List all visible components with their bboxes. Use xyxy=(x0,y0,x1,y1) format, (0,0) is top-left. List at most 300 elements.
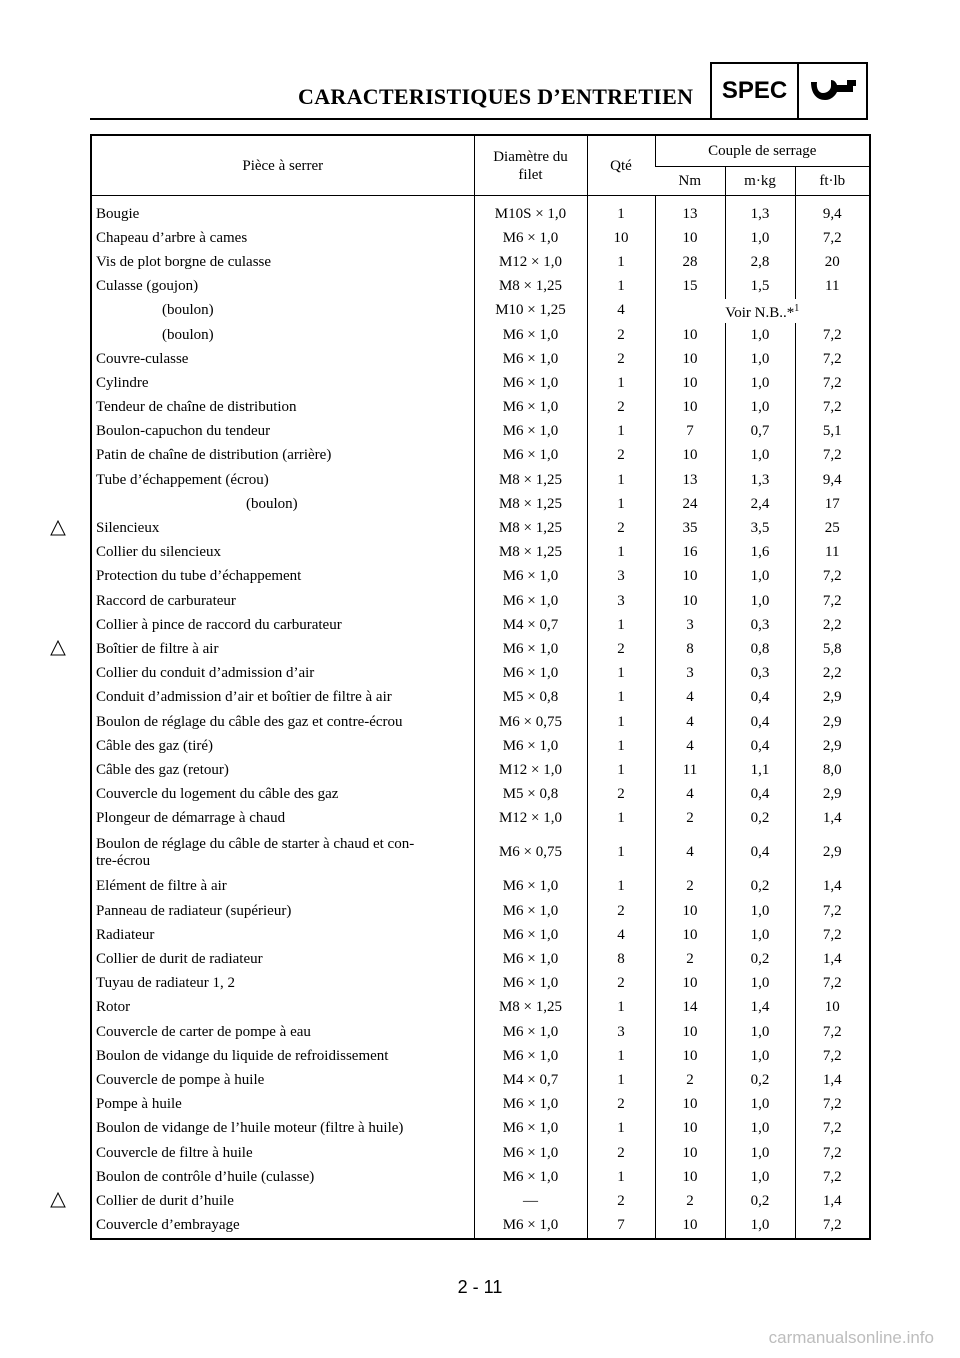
piece-name: Rotor xyxy=(96,999,131,1016)
table-row xyxy=(91,1093,870,1117)
cell-nm: 10 xyxy=(655,1044,725,1068)
cell-diametre: M10S × 1,0 xyxy=(474,196,587,227)
piece-name: Protection du tube d’échappement xyxy=(96,568,302,585)
cell-nm: 4 xyxy=(655,686,725,710)
cell-diametre: M4 × 0,7 xyxy=(474,1068,587,1092)
cell-piece xyxy=(91,637,474,661)
cell-ftlb: 11 xyxy=(795,275,870,299)
cell-qte: 2 xyxy=(587,783,655,807)
piece-name: Tuyau de radiateur 1, 2 xyxy=(96,975,235,992)
cell-ftlb: 11 xyxy=(795,541,870,565)
cell-ftlb: 7,2 xyxy=(795,396,870,420)
table-row xyxy=(91,637,870,661)
table-row xyxy=(91,996,870,1020)
cell-qte: 1 xyxy=(587,734,655,758)
cell-ftlb: 10 xyxy=(795,996,870,1020)
cell-mkg: 1,0 xyxy=(725,923,795,947)
table-row xyxy=(91,831,870,875)
cell-nm: 10 xyxy=(655,1117,725,1141)
cell-piece xyxy=(91,734,474,758)
cell-diametre: M6 × 1,0 xyxy=(474,1093,587,1117)
cell-nm: 2 xyxy=(655,875,725,899)
piece-name: Elément de filtre à air xyxy=(96,878,227,895)
piece-name: Culasse (goujon) xyxy=(96,278,199,295)
piece-name: Collier à pince de raccord du carburateur xyxy=(96,616,342,633)
table-row xyxy=(91,1117,870,1141)
cell-mkg: 1,0 xyxy=(725,899,795,923)
cell-piece xyxy=(91,275,474,299)
piece-name: (boulon) xyxy=(246,495,298,512)
cell-piece xyxy=(91,226,474,250)
cell-mkg: 1,0 xyxy=(725,1117,795,1141)
cell-ftlb: 7,2 xyxy=(795,1141,870,1165)
cell-ftlb: 20 xyxy=(795,250,870,274)
cell-ftlb: 1,4 xyxy=(795,875,870,899)
cell-ftlb: 7,2 xyxy=(795,1093,870,1117)
cell-mkg: 0,2 xyxy=(725,875,795,899)
table-row xyxy=(91,1189,870,1213)
cell-mkg: 0,2 xyxy=(725,807,795,831)
cell-mkg: 1,0 xyxy=(725,226,795,250)
table-row xyxy=(91,875,870,899)
cell-piece xyxy=(91,783,474,807)
cell-ftlb: 7,2 xyxy=(795,444,870,468)
cell-nm: 4 xyxy=(655,710,725,734)
cell-ftlb: 7,2 xyxy=(795,347,870,371)
cell-mkg: 0,4 xyxy=(725,734,795,758)
cell-qte: 1 xyxy=(587,492,655,516)
cell-mkg: 1,0 xyxy=(725,323,795,347)
cell-qte: 1 xyxy=(587,686,655,710)
table-row xyxy=(91,758,870,782)
cell-diametre: M8 × 1,25 xyxy=(474,996,587,1020)
table-row xyxy=(91,662,870,686)
cell-nm: 13 xyxy=(655,468,725,492)
table-row xyxy=(91,686,870,710)
cell-ftlb: 8,0 xyxy=(795,758,870,782)
cell-piece xyxy=(91,396,474,420)
cell-diametre: M6 × 1,0 xyxy=(474,347,587,371)
cell-ftlb: 2,2 xyxy=(795,613,870,637)
cell-mkg: 1,0 xyxy=(725,1141,795,1165)
cell-piece xyxy=(91,758,474,782)
col-header-ftlb: ft·lb xyxy=(795,167,870,196)
cell-qte: 2 xyxy=(587,899,655,923)
table-row xyxy=(91,1020,870,1044)
cell-mkg: 1,0 xyxy=(725,371,795,395)
table-row xyxy=(91,323,870,347)
cell-qte: 2 xyxy=(587,637,655,661)
cell-ftlb: 9,4 xyxy=(795,468,870,492)
table-row xyxy=(91,226,870,250)
piece-name: Patin de chaîne de distribution (arrière) xyxy=(96,447,332,464)
cell-diametre: M6 × 1,0 xyxy=(474,565,587,589)
cell-piece xyxy=(91,1165,474,1189)
cell-ftlb: 5,1 xyxy=(795,420,870,444)
cell-mkg: 0,3 xyxy=(725,662,795,686)
cell-nm: 10 xyxy=(655,226,725,250)
cell-ftlb: 7,2 xyxy=(795,899,870,923)
cell-ftlb: 7,2 xyxy=(795,226,870,250)
cell-qte: 1 xyxy=(587,1117,655,1141)
cell-qte: 1 xyxy=(587,1044,655,1068)
piece-name: Tendeur de chaîne de distribution xyxy=(96,399,297,416)
cell-piece xyxy=(91,1020,474,1044)
cell-diametre: M6 × 1,0 xyxy=(474,923,587,947)
piece-name: (boulon) xyxy=(162,302,214,319)
cell-ftlb: 25 xyxy=(795,516,870,540)
cell-nm: 2 xyxy=(655,947,725,971)
cell-ftlb: 7,2 xyxy=(795,371,870,395)
piece-name: Couvre-culasse xyxy=(96,350,189,367)
cell-piece xyxy=(91,468,474,492)
table-row xyxy=(91,516,870,540)
table-row xyxy=(91,1068,870,1092)
table-row xyxy=(91,347,870,371)
cell-piece xyxy=(91,492,474,516)
cell-ftlb: 2,9 xyxy=(795,710,870,734)
cell-diametre: M6 × 1,0 xyxy=(474,420,587,444)
cell-piece xyxy=(91,250,474,274)
cell-ftlb: 7,2 xyxy=(795,1214,870,1239)
spec-badge xyxy=(710,62,868,120)
cell-ftlb: 2,9 xyxy=(795,783,870,807)
cell-piece xyxy=(91,831,474,875)
cell-qte: 3 xyxy=(587,589,655,613)
cell-qte: 2 xyxy=(587,323,655,347)
table-row xyxy=(91,565,870,589)
cell-qte: 1 xyxy=(587,196,655,227)
cell-nm: 8 xyxy=(655,637,725,661)
cell-diametre: M6 × 1,0 xyxy=(474,972,587,996)
cell-qte: 1 xyxy=(587,662,655,686)
cell-diametre: M6 × 1,0 xyxy=(474,1214,587,1239)
cell-mkg: 0,4 xyxy=(725,783,795,807)
cell-ftlb: 1,4 xyxy=(795,1068,870,1092)
cell-nm: 4 xyxy=(655,734,725,758)
cell-piece xyxy=(91,299,474,323)
cell-mkg: 0,7 xyxy=(725,420,795,444)
torque-spec-table xyxy=(90,134,871,1240)
table-row xyxy=(91,899,870,923)
cell-piece xyxy=(91,589,474,613)
revision-triangle-icon xyxy=(50,1192,66,1208)
cell-piece xyxy=(91,323,474,347)
cell-piece xyxy=(91,565,474,589)
table-row xyxy=(91,371,870,395)
table-row xyxy=(91,589,870,613)
cell-diametre: M6 × 1,0 xyxy=(474,589,587,613)
cell-mkg: 0,8 xyxy=(725,637,795,661)
cell-nm: 10 xyxy=(655,972,725,996)
piece-name: Boîtier de filtre à air xyxy=(96,640,219,657)
cell-ftlb: 7,2 xyxy=(795,1165,870,1189)
cell-piece xyxy=(91,347,474,371)
cell-qte: 4 xyxy=(587,299,655,323)
cell-qte: 2 xyxy=(587,1141,655,1165)
cell-diametre: M6 × 1,0 xyxy=(474,734,587,758)
piece-name: Collier du silencieux xyxy=(96,544,221,561)
cell-ftlb: 2,2 xyxy=(795,662,870,686)
page-title: CARACTERISTIQUES D’ENTRETIEN xyxy=(298,84,694,109)
cell-diametre: M5 × 0,8 xyxy=(474,783,587,807)
cell-mkg: 1,6 xyxy=(725,541,795,565)
cell-ftlb: 7,2 xyxy=(795,565,870,589)
cell-mkg: 1,0 xyxy=(725,1093,795,1117)
table-row xyxy=(91,807,870,831)
cell-qte: 1 xyxy=(587,468,655,492)
watermark: carmanualsonline.info xyxy=(768,1328,934,1347)
piece-name: Radiateur xyxy=(96,926,155,943)
cell-piece xyxy=(91,1044,474,1068)
revision-triangle-icon xyxy=(50,640,66,656)
piece-name: Panneau de radiateur (supérieur) xyxy=(96,902,292,919)
cell-nm: 10 xyxy=(655,347,725,371)
table-row xyxy=(91,299,870,323)
cell-nm: 3 xyxy=(655,613,725,637)
piece-name: Couvercle de carter de pompe à eau xyxy=(96,1023,311,1040)
table-row xyxy=(91,541,870,565)
table-row xyxy=(91,947,870,971)
cell-piece xyxy=(91,899,474,923)
cell-mkg: 0,4 xyxy=(725,686,795,710)
cell-nm: 35 xyxy=(655,516,725,540)
table-row xyxy=(91,972,870,996)
cell-qte: 1 xyxy=(587,371,655,395)
cell-qte: 1 xyxy=(587,613,655,637)
piece-name: Couvercle d’embrayage xyxy=(96,1217,240,1234)
cell-diametre: M6 × 1,0 xyxy=(474,1117,587,1141)
cell-piece xyxy=(91,686,474,710)
table-row xyxy=(91,923,870,947)
piece-name: Raccord de carburateur xyxy=(96,592,236,609)
cell-qte: 1 xyxy=(587,996,655,1020)
piece-name: Câble des gaz (retour) xyxy=(96,761,229,778)
table-row xyxy=(91,492,870,516)
col-header-mkg: m·kg xyxy=(725,167,795,196)
piece-name: Boulon de réglage du câble des gaz et contre-écrou xyxy=(96,713,403,730)
cell-mkg: 0,4 xyxy=(725,831,795,875)
cell-diametre: M6 × 1,0 xyxy=(474,396,587,420)
cell-diametre: M6 × 1,0 xyxy=(474,875,587,899)
cell-diametre: M12 × 1,0 xyxy=(474,807,587,831)
cell-mkg: 1,0 xyxy=(725,589,795,613)
table-row xyxy=(91,710,870,734)
cell-piece xyxy=(91,1117,474,1141)
cell-mkg: 0,2 xyxy=(725,947,795,971)
wrench-icon xyxy=(799,64,866,118)
cell-qte: 1 xyxy=(587,250,655,274)
col-header-nm: Nm xyxy=(655,167,725,196)
cell-ftlb: 1,4 xyxy=(795,1189,870,1213)
cell-piece xyxy=(91,196,474,227)
cell-mkg: 1,0 xyxy=(725,1020,795,1044)
cell-qte: 1 xyxy=(587,275,655,299)
piece-name: Silencieux xyxy=(96,520,160,537)
cell-piece xyxy=(91,444,474,468)
cell-mkg: 2,4 xyxy=(725,492,795,516)
cell-qte: 2 xyxy=(587,347,655,371)
cell-piece xyxy=(91,923,474,947)
cell-nm: 10 xyxy=(655,444,725,468)
cell-diametre: — xyxy=(474,1189,587,1213)
cell-mkg: 0,3 xyxy=(725,613,795,637)
cell-piece xyxy=(91,972,474,996)
cell-nm: 11 xyxy=(655,758,725,782)
piece-name: Boulon de contrôle d’huile (culasse) xyxy=(96,1168,315,1185)
cell-diametre: M8 × 1,25 xyxy=(474,492,587,516)
cell-ftlb: 7,2 xyxy=(795,1117,870,1141)
cell-ftlb: 7,2 xyxy=(795,1020,870,1044)
cell-ftlb: 7,2 xyxy=(795,589,870,613)
cell-diametre: M8 × 1,25 xyxy=(474,516,587,540)
cell-qte: 1 xyxy=(587,1165,655,1189)
cell-ftlb: 2,9 xyxy=(795,734,870,758)
cell-nm: 15 xyxy=(655,275,725,299)
cell-nm: 10 xyxy=(655,1141,725,1165)
cell-piece xyxy=(91,710,474,734)
cell-piece xyxy=(91,1093,474,1117)
table-row xyxy=(91,250,870,274)
cell-diametre: M6 × 0,75 xyxy=(474,831,587,875)
table-row xyxy=(91,396,870,420)
cell-nm: 4 xyxy=(655,831,725,875)
cell-nm: 10 xyxy=(655,1093,725,1117)
cell-diametre: M6 × 1,0 xyxy=(474,1165,587,1189)
cell-diametre: M6 × 0,75 xyxy=(474,710,587,734)
note-superscript: 1 xyxy=(794,302,800,314)
cell-nm: 4 xyxy=(655,783,725,807)
cell-piece xyxy=(91,541,474,565)
table-row xyxy=(91,196,870,227)
cell-note xyxy=(655,299,870,323)
cell-mkg: 1,0 xyxy=(725,347,795,371)
cell-mkg: 1,0 xyxy=(725,972,795,996)
col-header-couple: Couple de serrage xyxy=(655,135,870,167)
cell-diametre: M6 × 1,0 xyxy=(474,444,587,468)
spec-label: SPEC xyxy=(712,64,799,118)
cell-ftlb: 2,9 xyxy=(795,686,870,710)
piece-name: Cylindre xyxy=(96,374,149,391)
cell-qte: 1 xyxy=(587,420,655,444)
cell-piece xyxy=(91,1068,474,1092)
piece-name: Boulon-capuchon du tendeur xyxy=(96,423,271,440)
cell-diametre: M8 × 1,25 xyxy=(474,541,587,565)
cell-mkg: 1,0 xyxy=(725,565,795,589)
cell-qte: 1 xyxy=(587,710,655,734)
cell-nm: 10 xyxy=(655,1165,725,1189)
piece-name: Vis de plot borgne de culasse xyxy=(96,253,272,270)
revision-triangle-icon xyxy=(50,520,66,536)
cell-qte: 1 xyxy=(587,807,655,831)
cell-piece xyxy=(91,420,474,444)
piece-name: Câble des gaz (tiré) xyxy=(96,737,214,754)
cell-diametre: M6 × 1,0 xyxy=(474,899,587,923)
cell-diametre: M6 × 1,0 xyxy=(474,226,587,250)
cell-qte: 2 xyxy=(587,972,655,996)
cell-piece xyxy=(91,516,474,540)
piece-name: Chapeau d’arbre à cames xyxy=(96,229,248,246)
table-row xyxy=(91,1214,870,1239)
cell-piece xyxy=(91,1189,474,1213)
cell-mkg: 1,0 xyxy=(725,444,795,468)
cell-mkg: 1,0 xyxy=(725,396,795,420)
piece-name: Bougie xyxy=(96,205,140,222)
cell-diametre: M4 × 0,7 xyxy=(474,613,587,637)
cell-ftlb: 7,2 xyxy=(795,1044,870,1068)
cell-qte: 8 xyxy=(587,947,655,971)
cell-nm: 10 xyxy=(655,1214,725,1239)
cell-qte: 2 xyxy=(587,1189,655,1213)
cell-piece xyxy=(91,1141,474,1165)
cell-ftlb: 1,4 xyxy=(795,807,870,831)
table-row xyxy=(91,444,870,468)
cell-mkg: 1,5 xyxy=(725,275,795,299)
cell-nm: 10 xyxy=(655,371,725,395)
cell-diametre: M6 × 1,0 xyxy=(474,947,587,971)
cell-nm: 2 xyxy=(655,807,725,831)
page-number: 2 - 11 xyxy=(457,1277,503,1297)
note-text: Voir N.B..* xyxy=(725,304,795,321)
cell-diametre: M12 × 1,0 xyxy=(474,250,587,274)
cell-diametre: M6 × 1,0 xyxy=(474,323,587,347)
cell-mkg: 1,1 xyxy=(725,758,795,782)
cell-diametre: M6 × 1,0 xyxy=(474,1044,587,1068)
piece-name: Collier du conduit d’admission d’air xyxy=(96,665,315,682)
cell-mkg: 3,5 xyxy=(725,516,795,540)
cell-nm: 13 xyxy=(655,196,725,227)
cell-qte: 7 xyxy=(587,1214,655,1239)
piece-name: (boulon) xyxy=(162,326,214,343)
cell-nm: 10 xyxy=(655,1020,725,1044)
cell-diametre: M6 × 1,0 xyxy=(474,662,587,686)
piece-name: Collier de durit de radiateur xyxy=(96,951,263,968)
cell-diametre: M6 × 1,0 xyxy=(474,1020,587,1044)
cell-nm: 28 xyxy=(655,250,725,274)
piece-name: Plongeur de démarrage à chaud xyxy=(96,810,286,827)
cell-diametre: M10 × 1,25 xyxy=(474,299,587,323)
cell-qte: 2 xyxy=(587,516,655,540)
cell-nm: 2 xyxy=(655,1068,725,1092)
cell-ftlb: 1,4 xyxy=(795,947,870,971)
header-rule xyxy=(90,118,710,120)
cell-qte: 2 xyxy=(587,396,655,420)
cell-ftlb: 9,4 xyxy=(795,196,870,227)
cell-piece xyxy=(91,662,474,686)
table-row xyxy=(91,734,870,758)
cell-nm: 24 xyxy=(655,492,725,516)
cell-nm: 3 xyxy=(655,662,725,686)
piece-name: Couvercle du logement du câble des gaz xyxy=(96,786,339,803)
cell-qte: 1 xyxy=(587,758,655,782)
cell-nm: 16 xyxy=(655,541,725,565)
cell-nm: 10 xyxy=(655,396,725,420)
cell-qte: 3 xyxy=(587,565,655,589)
cell-nm: 10 xyxy=(655,923,725,947)
cell-diametre: M5 × 0,8 xyxy=(474,686,587,710)
cell-qte: 1 xyxy=(587,541,655,565)
piece-name: Tube d’échappement (écrou) xyxy=(96,471,269,488)
piece-name: Conduit d’admission d’air et boîtier de filtre à air xyxy=(96,689,392,706)
cell-piece xyxy=(91,613,474,637)
table-row xyxy=(91,783,870,807)
cell-diametre: M6 × 1,0 xyxy=(474,637,587,661)
cell-ftlb: 17 xyxy=(795,492,870,516)
piece-name: Boulon de réglage du câble de starter à chaud et con- xyxy=(96,835,415,852)
cell-ftlb: 7,2 xyxy=(795,923,870,947)
piece-name: Couvercle de filtre à huile xyxy=(96,1144,253,1161)
cell-qte: 1 xyxy=(587,1068,655,1092)
